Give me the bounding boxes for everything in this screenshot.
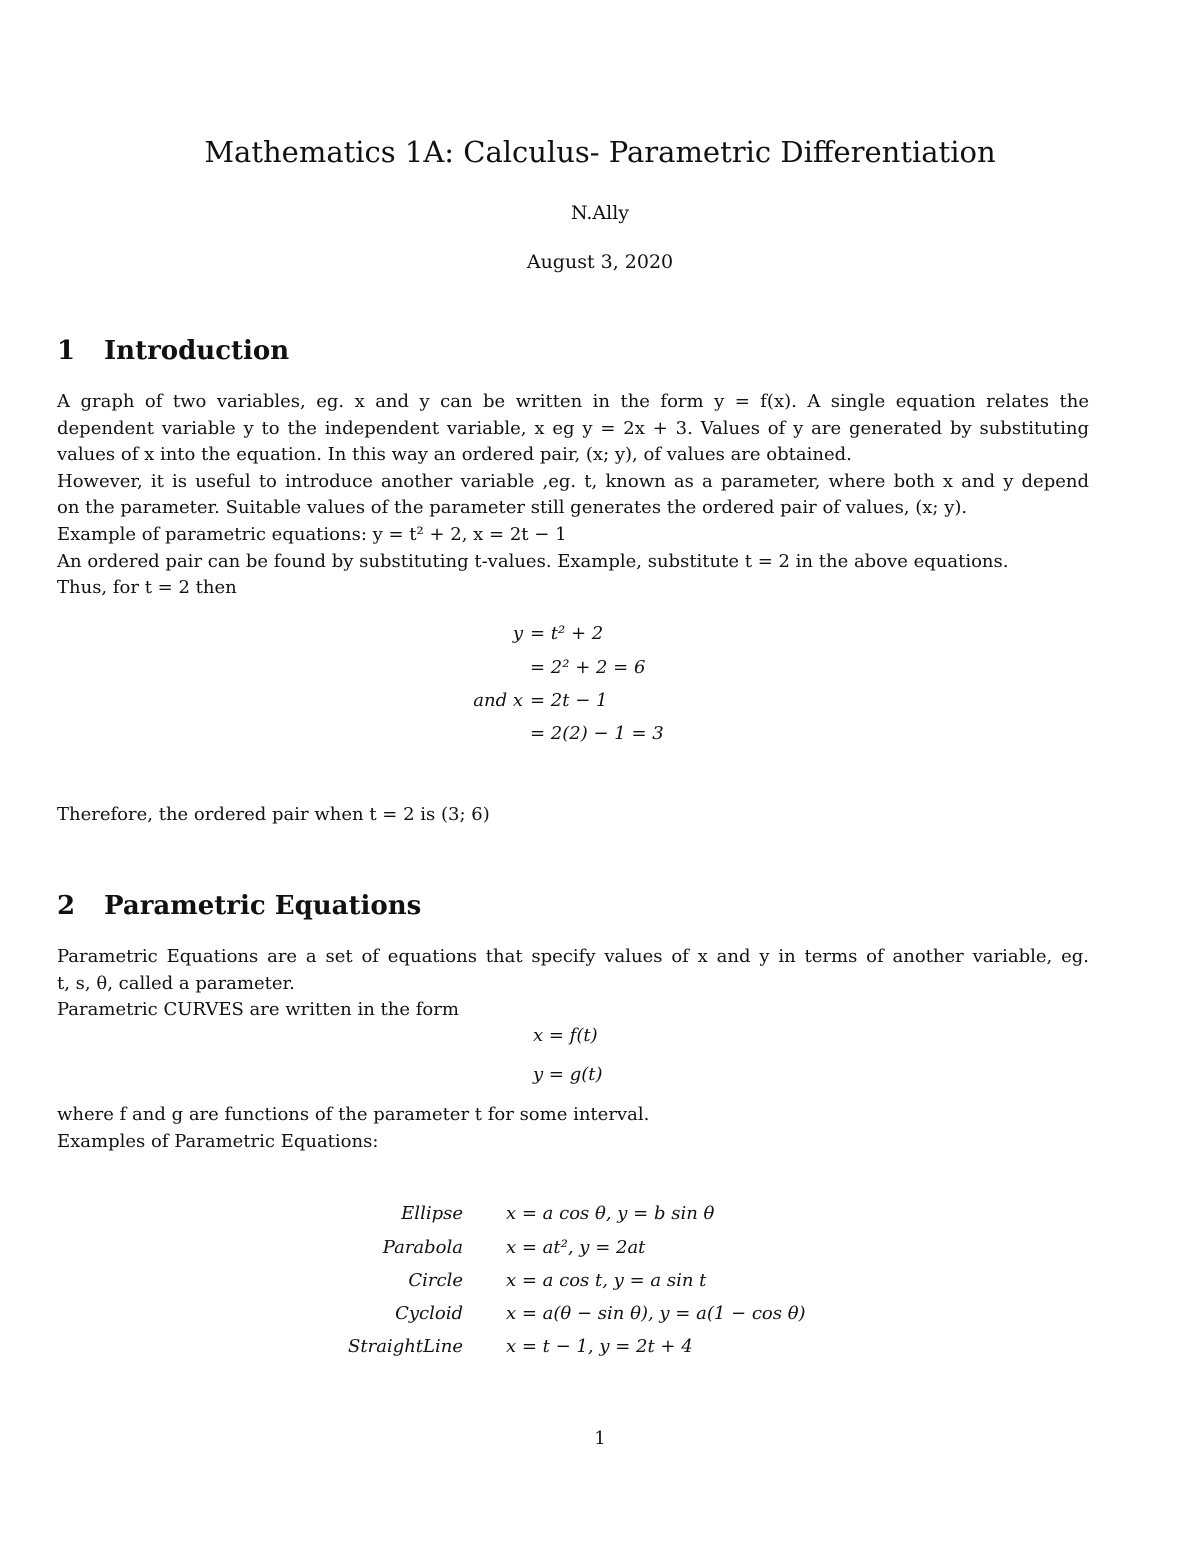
ordered-pair-conclusion: Therefore, the ordered pair when t = 2 is (3; 6) [57,804,490,825]
example-equation-parabola: x = at², y = 2at [506,1237,646,1258]
derivation-left-3: and x [473,690,523,711]
example-name-cycloid: Cycloid [395,1303,463,1324]
paragraph-line: A graph of two variables, eg. x and y can be written in the form y = f(x). A single equation relates the [57,391,1089,412]
example-equation-ellipse: x = a cos θ, y = b sin θ [506,1203,715,1224]
example-equation-circle: x = a cos t, y = a sin t [506,1270,707,1291]
example-name-ellipse: Ellipse [401,1203,463,1224]
parametric-explanation [57,1102,1089,1155]
curve-form-x: x = f(t) [533,1025,598,1046]
paragraph-line: values of x into the equation. In this way an ordered pair, (x; y), of values are obtained. [57,444,852,466]
section-title: Parametric Equations [104,891,422,921]
paragraph-line: dependent variable y to the independent variable, x eg y = 2x + 3. Values of y are generated by substituting [57,417,1089,439]
paragraph-line: t, s, θ, called a parameter. [57,972,295,994]
derivation-left-1: y [512,623,523,644]
section-title: Introduction [104,336,290,366]
paragraph-line: Examples of Parametric Equations: [57,1130,379,1152]
example-name-parabola: Parabola [382,1237,463,1258]
derivation-right-4: = 2(2) − 1 = 3 [530,723,664,744]
derivation-right-2: = 2² + 2 = 6 [530,657,646,678]
derivation-right-1: = t² + 2 [530,623,604,644]
paragraph-line: Thus, for t = 2 then [57,577,237,599]
paragraph-line: Example of parametric equations: y = t² + 2, x = 2t − 1 [57,523,567,545]
introduction-paragraph [57,389,1089,602]
paragraph-line: where f and g are functions of the parameter t for some interval. [57,1104,650,1125]
example-name-circle: Circle [408,1270,463,1291]
paragraph-line: However, it is useful to introduce another variable ,eg. t, known as a parameter, where both x and y depend [57,470,1089,492]
section-number: 2 [57,891,76,921]
paragraph-line: Parametric Equations are a set of equations that specify values of x and y in terms of another variable, eg. [57,946,1089,967]
document-title: Mathematics 1A: Calculus- Parametric Differentiation [204,135,996,169]
example-equation-straight-line: x = t − 1, y = 2t + 4 [506,1336,693,1357]
paragraph-line: on the parameter. Suitable values of the parameter still generates the ordered pair of values, (x; y). [57,497,968,519]
section-number: 1 [57,336,76,366]
paragraph-line: An ordered pair can be found by substituting t-values. Example, substitute t = 2 in the above equations. [57,550,1009,572]
section-heading-introduction [57,336,289,366]
example-equation-cycloid: x = a(θ − sin θ), y = a(1 − cos θ) [506,1303,806,1324]
paragraph-line: Parametric CURVES are written in the form [57,999,459,1021]
example-name-straight-line: StraightLine [348,1336,463,1357]
section-heading-parametric-equations [57,891,421,921]
parametric-paragraph [57,944,1089,1024]
derivation-right-3: = 2t − 1 [530,690,608,711]
curve-form-y: y = g(t) [533,1064,603,1085]
author-name: N.Ally [570,202,630,224]
document-date: August 3, 2020 [526,251,674,273]
page-number: 1 [594,1428,606,1449]
